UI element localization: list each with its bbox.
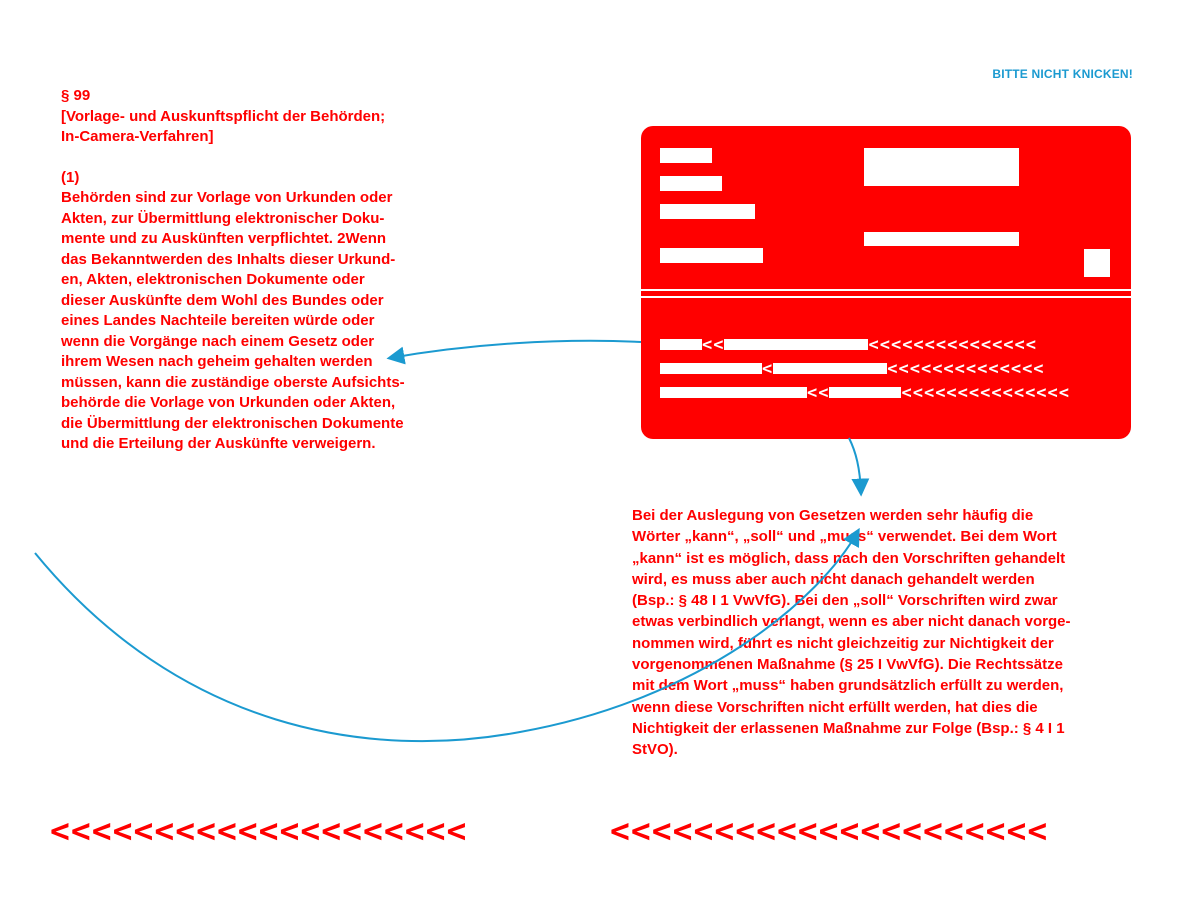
- law-body-line: dieser Auskünfte dem Wohl des Bundes oder: [61, 291, 384, 309]
- footer-chevrons-right: <<<<<<<<<<<<<<<<<<<<<: [610, 811, 1049, 850]
- law-body-line: wenn die Vorgänge nach einem Gesetz oder: [61, 332, 375, 350]
- mrz-chevrons: <<: [807, 382, 830, 403]
- explanation-line: wird, es muss aber auch nicht danach gehandelt werden: [632, 570, 1035, 588]
- spacer: [61, 148, 471, 168]
- mrz-bar: [773, 363, 887, 374]
- mrz-row: [660, 358, 1045, 379]
- explanation-line: Nichtigkeit der erlassenen Maßnahme zur Folge (Bsp.: § 4 I 1: [632, 719, 1065, 737]
- mrz-bar: [660, 339, 702, 350]
- law-body-line: Akten, zur Übermittlung elektronischer Doku-: [61, 209, 385, 227]
- explanation-line: „kann“ ist es möglich, dass nach den Vorschriften gehandelt: [632, 549, 1066, 567]
- mrz-bar: [724, 339, 868, 350]
- explanation-line: Wörter „kann“, „soll“ und „muss“ verwendet. Bei dem Wort: [632, 528, 1057, 546]
- law-text-block: [61, 86, 471, 455]
- law-body-line: ihrem Wesen nach geheim gehalten werden: [61, 353, 373, 370]
- card-field-placeholder: [660, 204, 755, 219]
- explanation-line: nommen wird, führt es nicht gleichzeitig zur Nichtigkeit der: [632, 634, 1054, 652]
- card-field-placeholder: [864, 148, 1019, 186]
- card-field-placeholder: [1084, 249, 1110, 277]
- card-field-placeholder: [660, 248, 763, 263]
- paragraph-number: § 99: [61, 87, 91, 104]
- explanation-line: StVO).: [632, 741, 678, 759]
- mrz-chevrons: <<<<<<<<<<<<<<<: [868, 334, 1038, 355]
- law-body-line: die Übermittlung der elektronischen Dokumente: [61, 414, 404, 432]
- law-body-line: und die Erteilung der Auskünfte verweigern.: [61, 435, 376, 452]
- id-card-graphic: [641, 126, 1131, 439]
- card-field-placeholder: [864, 232, 1019, 246]
- card-field-placeholder: [660, 176, 722, 191]
- mrz-chevrons: <: [762, 358, 774, 379]
- explanation-line: etwas verbindlich verlangt, wenn es aber nicht danach vorge-: [632, 613, 1071, 631]
- arrow-card-to-explanation: [849, 438, 861, 493]
- law-body-line: eines Landes Nachteile bereiten würde oder: [61, 312, 375, 329]
- law-body-line: behörde die Vorlage von Urkunden oder Akten,: [61, 394, 396, 411]
- explanation-text-block: [632, 505, 1152, 761]
- mrz-row: [660, 382, 1071, 403]
- mrz-chevrons: <<<<<<<<<<<<<<: [887, 358, 1045, 379]
- law-body-line: Behörden sind zur Vorlage von Urkunden oder: [61, 189, 393, 206]
- mrz-row: [660, 334, 1038, 355]
- card-divider-line: [641, 296, 1131, 298]
- explanation-line: vorgenommenen Maßnahme (§ 25 I VwVfG). Die Rechtssätze: [632, 656, 1063, 674]
- mrz-bar: [829, 387, 901, 398]
- paragraph-title-line: [Vorlage- und Auskunftspflicht der Behörden;: [61, 107, 386, 125]
- paragraph-title-line: In-Camera-Verfahren]: [61, 128, 214, 145]
- law-body-line: en, Akten, elektronischen Dokumente oder: [61, 271, 365, 288]
- mrz-chevrons: <<<<<<<<<<<<<<<: [901, 382, 1071, 403]
- law-body-line: mente und zu Auskünften verpflichtet. 2Wenn: [61, 230, 387, 247]
- mrz-chevrons: <<: [702, 334, 725, 355]
- card-field-placeholder: [660, 148, 712, 163]
- law-body-line: müssen, kann die zuständige oberste Aufsichts-: [61, 373, 405, 391]
- section-number: (1): [61, 168, 80, 186]
- explanation-line: wenn diese Vorschriften nicht erfüllt werden, hat dies die: [632, 698, 1038, 716]
- mrz-bar: [660, 387, 807, 398]
- card-divider-line: [641, 289, 1131, 291]
- explanation-line: (Bsp.: § 48 I 1 VwVfG). Bei den „soll“ Vorschriften wird zwar: [632, 592, 1058, 610]
- explanation-line: Bei der Auslegung von Gesetzen werden sehr häufig die: [632, 507, 1034, 524]
- footer-chevrons-left: <<<<<<<<<<<<<<<<<<<<: [50, 811, 468, 850]
- do-not-fold-notice: BITTE NICHT KNICKEN!: [992, 67, 1133, 81]
- law-body-line: das Bekanntwerden des Inhalts dieser Urkund-: [61, 250, 396, 268]
- explanation-line: mit dem Wort „muss“ haben grundsätzlich erfüllt zu werden,: [632, 677, 1064, 695]
- mrz-bar: [660, 363, 762, 374]
